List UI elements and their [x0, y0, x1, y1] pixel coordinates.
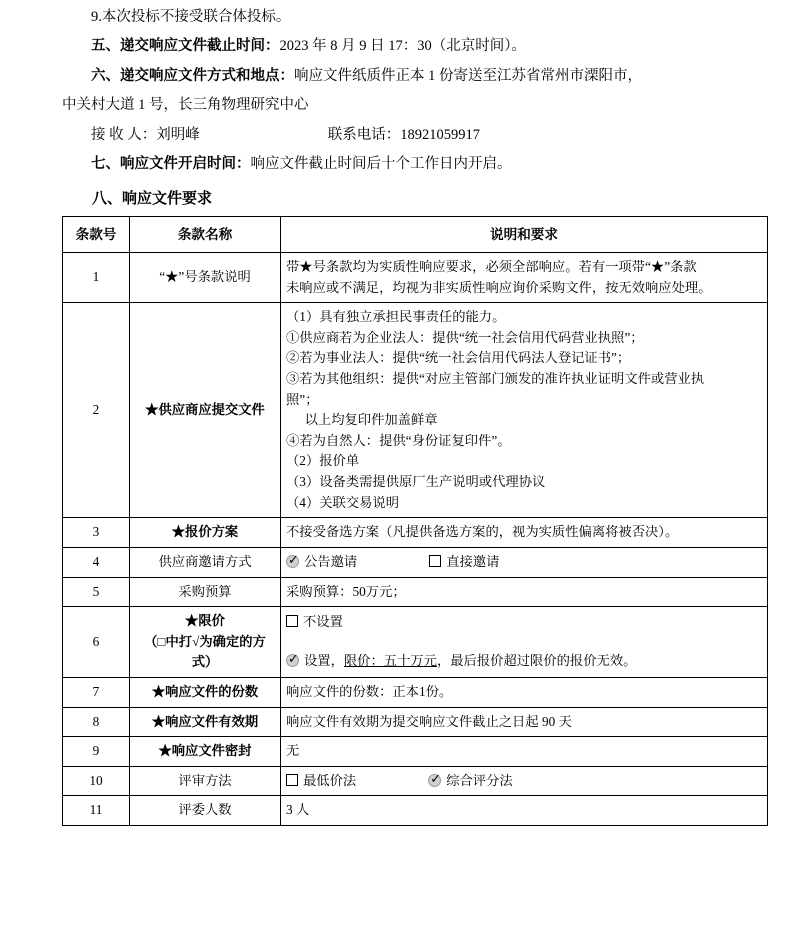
table-row — [63, 707, 768, 737]
option-label: 直接邀请 — [446, 553, 500, 569]
row-description: 响应文件的份数：正本1份。 — [281, 677, 768, 707]
table-row — [63, 252, 768, 302]
receiver-name: 刘明峰 — [156, 126, 200, 143]
checkbox-checked-icon[interactable] — [286, 555, 299, 568]
phone-number: 18921059917 — [400, 126, 480, 143]
checkbox-checked-icon[interactable] — [428, 774, 441, 787]
row-name: 评委人数 — [130, 796, 281, 826]
table-row — [63, 577, 768, 607]
paragraph-section7 — [62, 153, 742, 176]
requirements-table — [62, 216, 768, 826]
checkbox-icon[interactable] — [286, 615, 298, 627]
table-row — [63, 766, 768, 796]
row-no: 7 — [63, 677, 130, 707]
row-name: 评审方法 — [130, 766, 281, 796]
desc-line: ④若为自然人：提供“身份证复印件”。 — [286, 432, 511, 448]
table-row — [63, 796, 768, 826]
option-label-underline: 限价：五十万元 — [343, 653, 437, 669]
header-clause-no: 条款号 — [63, 216, 130, 252]
limit-option-set — [286, 651, 762, 672]
desc-line: ③若为其他组织：提供“对应主管部门颁发的准许执业证明文件或营业执 — [286, 371, 705, 387]
row-name-sub: （□中打√为确定的方式） — [144, 633, 266, 670]
row-name: ★响应文件的份数 — [130, 677, 281, 707]
header-description: 说明和要求 — [281, 216, 768, 252]
section5-label: 五、递交响应文件截止时间： — [91, 38, 280, 55]
section7-label: 七、响应文件开启时间： — [91, 156, 251, 173]
row-description: 采购预算：50万元； — [281, 577, 768, 607]
table-row — [63, 737, 768, 767]
limit-option-none — [286, 612, 762, 633]
option-label: 最低价法 — [303, 772, 357, 788]
row-name: 供应商邀请方式 — [130, 547, 281, 577]
desc-line: 照”； — [286, 391, 319, 407]
document-content — [62, 6, 742, 826]
row-description — [281, 766, 768, 796]
table-row — [63, 518, 768, 548]
row-no: 2 — [63, 303, 130, 518]
row-no: 10 — [63, 766, 130, 796]
section6-text: 响应文件纸质件正本 1 份寄送至江苏省常州市溧阳市， — [294, 67, 642, 84]
paragraph-section6 — [62, 65, 742, 88]
desc-line: （2）报价单 — [286, 453, 360, 469]
row-name-main: ★限价 — [185, 613, 225, 629]
desc-line: ①供应商若为企业法人：提供“统一社会信用代码营业执照”； — [286, 329, 644, 345]
row-name: ★供应商应提交文件 — [130, 303, 281, 518]
row-name: 采购预算 — [130, 577, 281, 607]
checkbox-icon[interactable] — [429, 555, 441, 567]
row-no: 11 — [63, 796, 130, 826]
desc-line: （4）关联交易说明 — [286, 494, 400, 510]
row-name: ★响应文件有效期 — [130, 707, 281, 737]
option-label: 综合评分法 — [446, 772, 513, 788]
row-description: 响应文件有效期为提交响应文件截止之日起 90 天 — [281, 707, 768, 737]
row-name: ★报价方案 — [130, 518, 281, 548]
row-no: 3 — [63, 518, 130, 548]
row-no: 5 — [63, 577, 130, 607]
table-row — [63, 677, 768, 707]
section8-title: 八、响应文件要求 — [92, 190, 213, 207]
receiver-label: 接 收 人： — [91, 126, 157, 143]
contact-line — [62, 124, 742, 147]
checkbox-icon[interactable] — [286, 774, 298, 786]
table-row — [63, 607, 768, 678]
desc-line: 带★号条款均为实质性响应要求，必须全部响应。若有一项带“★”条款 — [286, 258, 697, 274]
row-no: 8 — [63, 707, 130, 737]
row-description — [281, 607, 768, 678]
paragraph-item9 — [62, 6, 742, 29]
row-no: 1 — [63, 252, 130, 302]
row-name — [130, 607, 281, 678]
row-description: 不接受备选方案（凡提供备选方案的，视为实质性偏离将被否决）。 — [281, 518, 768, 548]
option-label-suffix: ，最后报价超过限价的报价无效。 — [436, 653, 637, 669]
phone-label: 联系电话： — [327, 126, 401, 143]
paragraph-item9-text: 9.本次投标不接受联合体投标。 — [91, 9, 291, 25]
row-description — [281, 252, 768, 302]
row-description: 无 — [281, 737, 768, 767]
checkbox-checked-icon[interactable] — [286, 654, 299, 667]
paragraph-section5 — [62, 35, 742, 58]
header-clause-name: 条款名称 — [130, 216, 281, 252]
option-label: 公告邀请 — [304, 553, 358, 569]
row-description — [281, 303, 768, 518]
table-row — [63, 547, 768, 577]
paragraph-section6-continued — [62, 94, 742, 117]
row-name: ★响应文件密封 — [130, 737, 281, 767]
option-label: 不设置 — [303, 614, 343, 630]
row-no: 4 — [63, 547, 130, 577]
row-description: 3 人 — [281, 796, 768, 826]
section6-continued-text: 中关村大道 1 号，长三角物理研究中心 — [62, 97, 309, 114]
desc-line: 以上均复印件加盖鲜章 — [304, 412, 438, 428]
row-description — [281, 547, 768, 577]
desc-line: 未响应或不满足，均视为非实质性响应询价采购文件，按无效响应处理。 — [286, 279, 712, 295]
desc-line: （3）设备类需提供原厂生产说明或代理协议 — [286, 474, 546, 490]
row-no: 9 — [63, 737, 130, 767]
section5-text: 2023 年 8 月 9 日 17：30（北京时间）。 — [279, 38, 526, 55]
table-header-row — [63, 216, 768, 252]
row-no: 6 — [63, 607, 130, 678]
section6-label: 六、递交响应文件方式和地点： — [91, 67, 294, 84]
row-name: “★”号条款说明 — [130, 252, 281, 302]
section7-text: 响应文件截止时间后十个工作日内开启。 — [250, 156, 512, 173]
desc-line: （1）具有独立承担民事责任的能力。 — [286, 309, 506, 325]
desc-line: ②若为事业法人：提供“统一社会信用代码法人登记证书”； — [286, 350, 631, 366]
table-row — [63, 303, 768, 518]
option-label-prefix: 设置， — [304, 653, 344, 669]
